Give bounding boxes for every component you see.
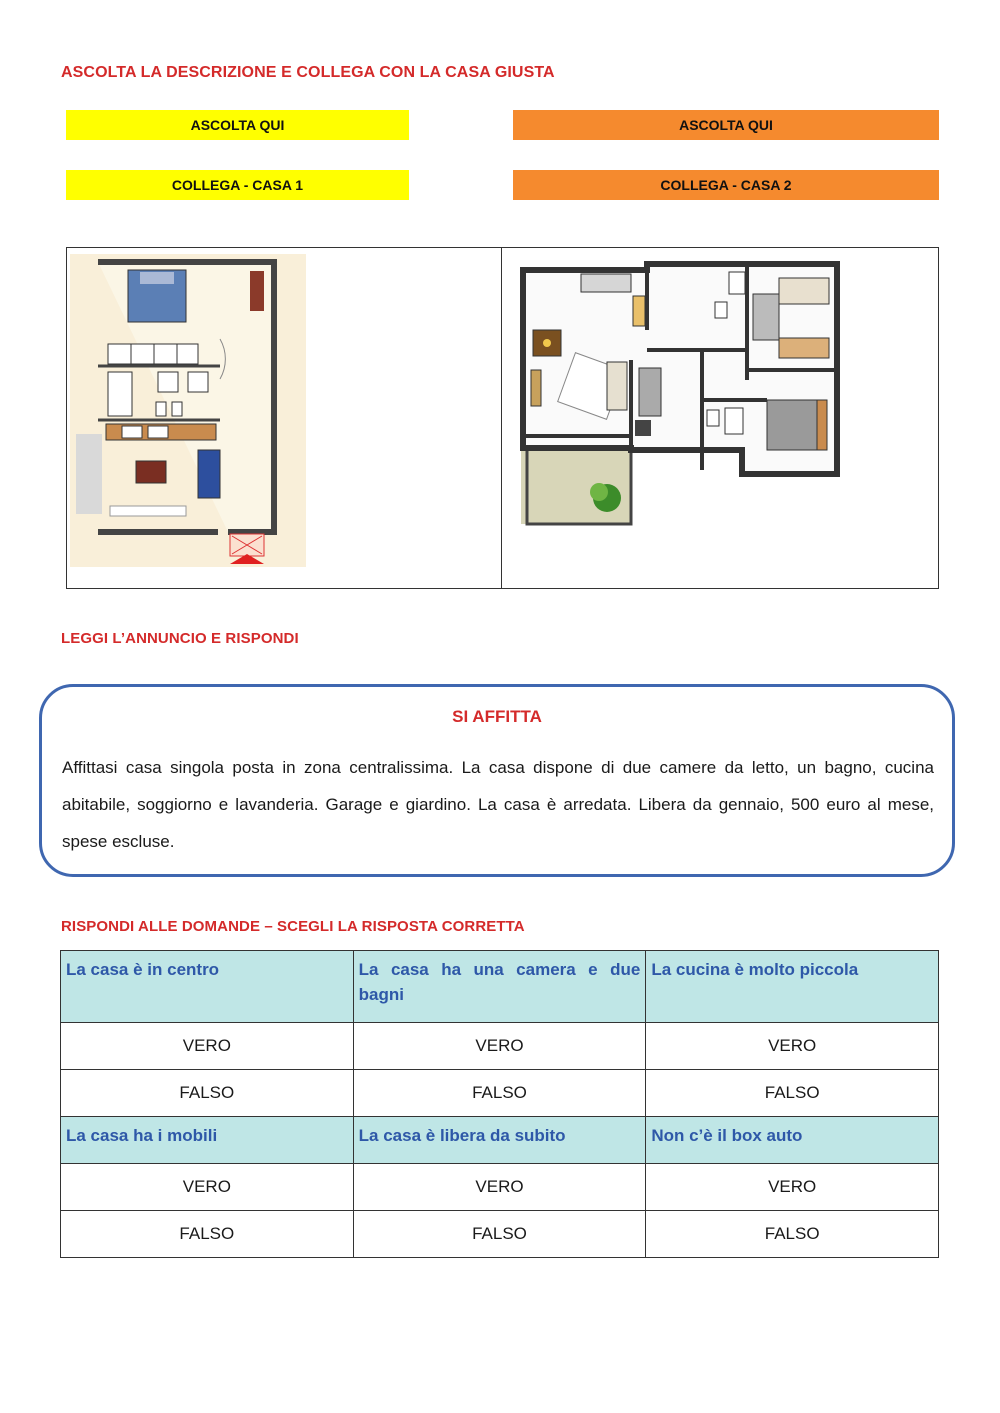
- question-2: La casa ha una camera e due bagni: [353, 951, 646, 1023]
- answer-falso-6[interactable]: FALSO: [646, 1211, 939, 1258]
- answer-falso-5[interactable]: FALSO: [353, 1211, 646, 1258]
- section-heading-read: LEGGI L’ANNUNCIO E RISPONDI: [61, 630, 299, 647]
- answer-vero-4[interactable]: VERO: [61, 1164, 354, 1211]
- answer-vero-5[interactable]: VERO: [353, 1164, 646, 1211]
- quiz-table: [60, 950, 939, 1258]
- listen-button-1[interactable]: ASCOLTA QUI: [66, 110, 409, 140]
- floorplan-casa-2-icon[interactable]: [517, 260, 847, 530]
- question-6: Non c’è il box auto: [646, 1117, 939, 1164]
- question-1: La casa è in centro: [61, 951, 354, 1023]
- answer-vero-2[interactable]: VERO: [353, 1023, 646, 1070]
- section-heading-answer: RISPONDI ALLE DOMANDE – SCEGLI LA RISPOSTA CORRETTA: [61, 918, 525, 935]
- answer-falso-1[interactable]: FALSO: [61, 1070, 354, 1117]
- answer-vero-1[interactable]: VERO: [61, 1023, 354, 1070]
- answer-vero-3[interactable]: VERO: [646, 1023, 939, 1070]
- answer-falso-3[interactable]: FALSO: [646, 1070, 939, 1117]
- answer-falso-2[interactable]: FALSO: [353, 1070, 646, 1117]
- link-casa-2-button[interactable]: COLLEGA - CASA 2: [513, 170, 939, 200]
- link-casa-1-button[interactable]: COLLEGA - CASA 1: [66, 170, 409, 200]
- floorplan-casa-1-icon[interactable]: [70, 254, 306, 567]
- floorplans-table: [66, 247, 939, 589]
- ad-box: [39, 684, 955, 877]
- floorplans-divider: [501, 248, 502, 588]
- answer-falso-4[interactable]: FALSO: [61, 1211, 354, 1258]
- section-heading-listen: ASCOLTA LA DESCRIZIONE E COLLEGA CON LA CASA GIUSTA: [61, 64, 555, 81]
- answer-vero-6[interactable]: VERO: [646, 1164, 939, 1211]
- listen-button-2[interactable]: ASCOLTA QUI: [513, 110, 939, 140]
- ad-title: SI AFFITTA: [452, 707, 542, 726]
- question-3: La cucina è molto piccola: [646, 951, 939, 1023]
- question-4: La casa ha i mobili: [61, 1117, 354, 1164]
- ad-text: Affittasi casa singola posta in zona centralissima. La casa dispone di due camere da letto, un bagno, cucina abitabile, soggiorno e lavanderia. Garage e giardino. La casa è arredata. Libera da gennaio, 500 euro al mese, spese escluse.: [62, 758, 934, 851]
- question-5: La casa è libera da subito: [353, 1117, 646, 1164]
